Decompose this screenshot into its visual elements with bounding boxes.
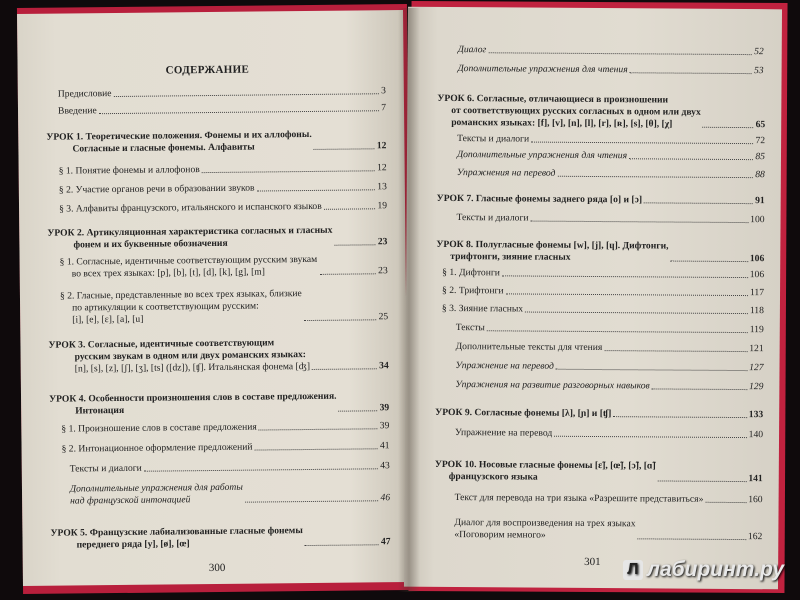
toc-entry: Упражнение на перевод 140 <box>455 427 764 441</box>
page-number-left: 300 <box>208 561 226 575</box>
toc-entry: Диалог для воспроизведения на трех языках «Поговорим немного» 162 <box>454 517 763 543</box>
toc-entry: § 1. Дифтонги 106 <box>442 266 765 281</box>
toc-entry: Тексты 119 <box>455 322 764 336</box>
toc-entry: Тексты и диалоги 100 <box>456 212 765 226</box>
toc-entry: Дополнительные тексты для чтения 121 <box>455 341 764 355</box>
toc-entry: Диалог 52 <box>457 44 764 58</box>
toc-entry: Текст для перевода на три языка «Разрешите представиться» 160 <box>454 492 763 506</box>
toc-entry: § 3. Зияние гласных 118 <box>441 302 764 317</box>
toc-entry-lesson-7: УРОК 7. Гласные фонемы заднего ряда [o] и [ɔ] 91 <box>436 192 765 207</box>
labirint-logo-icon: Л <box>623 560 643 580</box>
toc-entry-lesson-2: УРОК 2. Артикуляционная характеристика согласных и гласных фонем и их буквенные обозначения 23 <box>47 224 388 251</box>
toc-entry: § 1. Понятие фонемы и аллофонов 12 <box>58 162 387 177</box>
toc-entry-lesson-1: УРОК 1. Теоретические положения. Фонемы и их аллофоны. Согласные и гласные фонемы. Алфавиты 12 <box>46 128 387 155</box>
toc-entry: Тексты и диалоги 72 <box>457 133 766 147</box>
toc-entry-lesson-5: УРОК 5. Французские лабиализованные гласные фонемы переднего ряда [y], [ø], [œ] 47 <box>50 525 391 551</box>
toc-entry: Упражнения на развитие разговорных навыков 129 <box>455 379 764 393</box>
toc-title: СОДЕРЖАНИЕ <box>165 63 250 77</box>
watermark <box>623 558 784 582</box>
toc-entry-lesson-3: УРОК 3. Согласные, идентичные соответствующим русским звукам в одном или двух романских языках: [n], [s], [z], [ʃ], [ʒ], [ts] ([dz]), [ʧ]. Итальянская фонема [ʤ] 34 <box>48 337 389 375</box>
toc-entry: § 2. Интонационное оформление предложений 41 <box>61 440 390 455</box>
watermark-text: лабиринт.ру <box>646 558 784 581</box>
toc-entry: Введение 7 <box>57 102 387 117</box>
toc-entry: § 1. Согласные, идентичные соответствующим русским звукам во всех трех языках: [p], [b], [t], [d], [k], [g], [m] 23 <box>59 253 388 280</box>
toc-entry-lesson-9: УРОК 9. Согласные фонемы [λ], [ɲ] и [ʧ] 133 <box>435 406 764 421</box>
toc-entry: Дополнительные упражнения для работы над французской интонацией 46 <box>69 481 391 507</box>
page-number-right: 301 <box>584 555 601 569</box>
toc-entry: § 2. Трифтонги 117 <box>442 284 765 299</box>
toc-entry: Упражнения на перевод 88 <box>456 167 765 181</box>
toc-entry: § 3. Алфавиты французского, итальянского и испанского языков 19 <box>59 200 388 215</box>
left-page <box>17 10 409 586</box>
book-gutter-shadow <box>398 8 420 592</box>
toc-entry-lesson-10: УРОК 10. Носовые гласные фонемы [ɛ̃], [œ̃], [ɔ̃], [ɑ̃] французского языка 141 <box>434 458 763 485</box>
toc-entry: § 2. Участие органов речи в образовании звуков 13 <box>58 181 387 196</box>
toc-entry-lesson-4: УРОК 4. Особенности произношения слов в составе предложения. Интонация 39 <box>48 390 390 417</box>
toc-entry: Предисловие 3 <box>57 85 386 100</box>
right-page <box>404 7 782 590</box>
toc-entry: § 1. Произношение слов в составе предложения 39 <box>61 420 390 435</box>
toc-entry: Тексты и диалоги 43 <box>69 460 390 475</box>
toc-entry: § 2. Гласные, представленные во всех трех языках, близкие по артикуляции к соответствующим русским: [i], [e], [ɛ], [a], [u] 25 <box>59 288 389 326</box>
toc-entry: Упражнение на перевод 127 <box>455 360 764 374</box>
toc-entry-lesson-8: УРОК 8. Полугласные фонемы [w], [j], [ɥ]. Дифтонги, трифтонги, зияние гласных 106 <box>436 238 765 265</box>
toc-entry: Дополнительные упражнения для чтения 53 <box>457 63 764 77</box>
toc-entry-lesson-6: УРОК 6. Согласные, отличающиеся в произношении от соответствующих русских согласных в одном или двух романских языках: [f], [v], [n], [l], [r], [ʀ], [s], [θ], [χ] 65 <box>437 92 766 131</box>
toc-entry: Дополнительные упражнения для чтения 85 <box>456 149 766 163</box>
